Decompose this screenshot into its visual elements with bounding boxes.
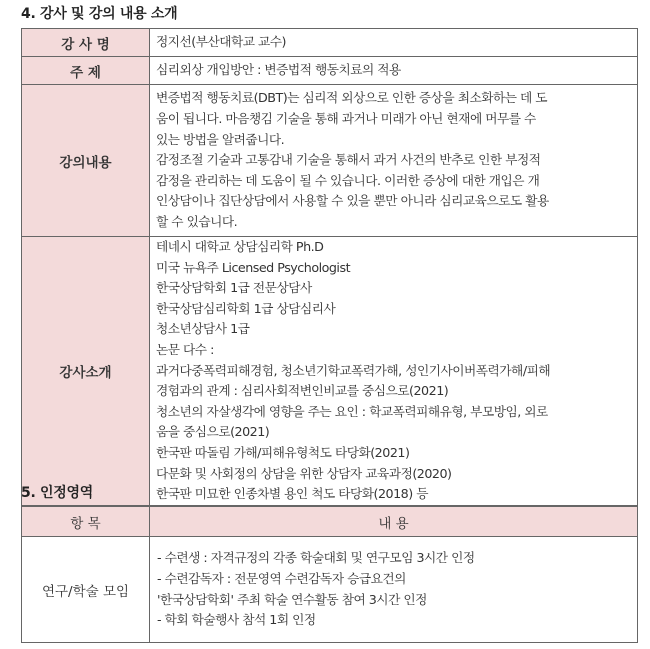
name-label: 강 사 명 (22, 29, 150, 57)
content-line: 인상담이나 집단상담에서 사용할 수 있을 뿐만 아니라 심리교육으로도 활용 (156, 193, 549, 209)
bio-line: 과거다중폭력피해경험, 청소년기학교폭력가해, 성인기사이버폭력가해/피해 (156, 362, 551, 378)
col-item-header: 항 목 (22, 507, 150, 537)
instructor-table (21, 28, 638, 506)
bio-line: 한국판 미묘한 인종차별 용인 척도 타당화(2018) 등 (156, 486, 428, 502)
bio-line: 다문화 및 사회정의 상담을 위한 상담자 교육과정(2020) (156, 465, 452, 481)
bio-line: 경험과의 관계 : 심리사회적변인비교를 중심으로(2021) (156, 383, 449, 399)
bio-line: 청소년의 자살생각에 영향을 주는 요인 : 학교폭력피해유형, 부모방임, 외로 (156, 403, 548, 419)
section5-title: 5. 인정영역 (21, 485, 93, 501)
bio-line: 한국상담학회 1급 전문상담사 (156, 280, 312, 296)
credit-items (150, 537, 638, 643)
content-text (150, 85, 638, 237)
bio-line: 한국상담심리학회 1급 상담심리사 (156, 300, 336, 316)
credit-item: - 학회 학술행사 참석 1회 인정 (157, 612, 316, 628)
bio-line: 테네시 대학교 상담심리학 Ph.D (156, 239, 324, 254)
row-label: 연구/학술 모임 (22, 537, 150, 643)
content-line: 할 수 있습니다. (156, 213, 238, 229)
credit-item: '한국상담학회' 주최 학술 연수활동 참여 3시간 인정 (157, 591, 427, 607)
section4-title: 4. 강사 및 강의 내용 소개 (21, 6, 178, 22)
bio-line: 논문 다수 : (156, 341, 214, 357)
bio-line: 한국판 따돌림 가해/피해유형척도 타당화(2021) (156, 444, 410, 460)
bio-text (150, 237, 638, 506)
content-line: 감정조절 기술과 고통감내 기술을 통해서 과거 사건의 반추로 인한 부정적 (156, 152, 541, 168)
bio-line: 미국 뉴욕주 Licensed Psychologist (156, 259, 351, 275)
credit-table (21, 506, 638, 643)
bio-label: 강사소개 (22, 237, 150, 506)
content-line: 있는 방법을 알려줍니다. (156, 131, 285, 147)
name-value: 정지선(부산대학교 교수) (150, 29, 638, 57)
content-line: 변증법적 행동치료(DBT)는 심리적 외상으로 인한 증상을 최소화하는 데 도 (156, 90, 548, 106)
content-line: 감정을 관리하는 데 도움이 될 수 있습니다. 이러한 증상에 대한 개입은 개 (156, 172, 540, 188)
topic-value: 심리외상 개입방안 : 변증법적 행동치료의 적용 (150, 57, 638, 85)
content-label: 강의내용 (22, 85, 150, 237)
bio-line: 움을 중심으로(2021) (156, 424, 270, 440)
content-line: 움이 됩니다. 마음챙김 기술을 통해 과거나 미래가 아닌 현재에 머무를 수 (156, 111, 536, 127)
col-content-header: 내 용 (150, 507, 638, 537)
bio-line: 청소년상담사 1급 (156, 321, 250, 337)
credit-item: - 수련감독자 : 전문영역 수련감독자 승급요건의 (157, 570, 406, 586)
topic-label: 주 제 (22, 57, 150, 85)
credit-item: - 수련생 : 자격규정의 각종 학술대회 및 연구모임 3시간 인정 (157, 550, 475, 566)
